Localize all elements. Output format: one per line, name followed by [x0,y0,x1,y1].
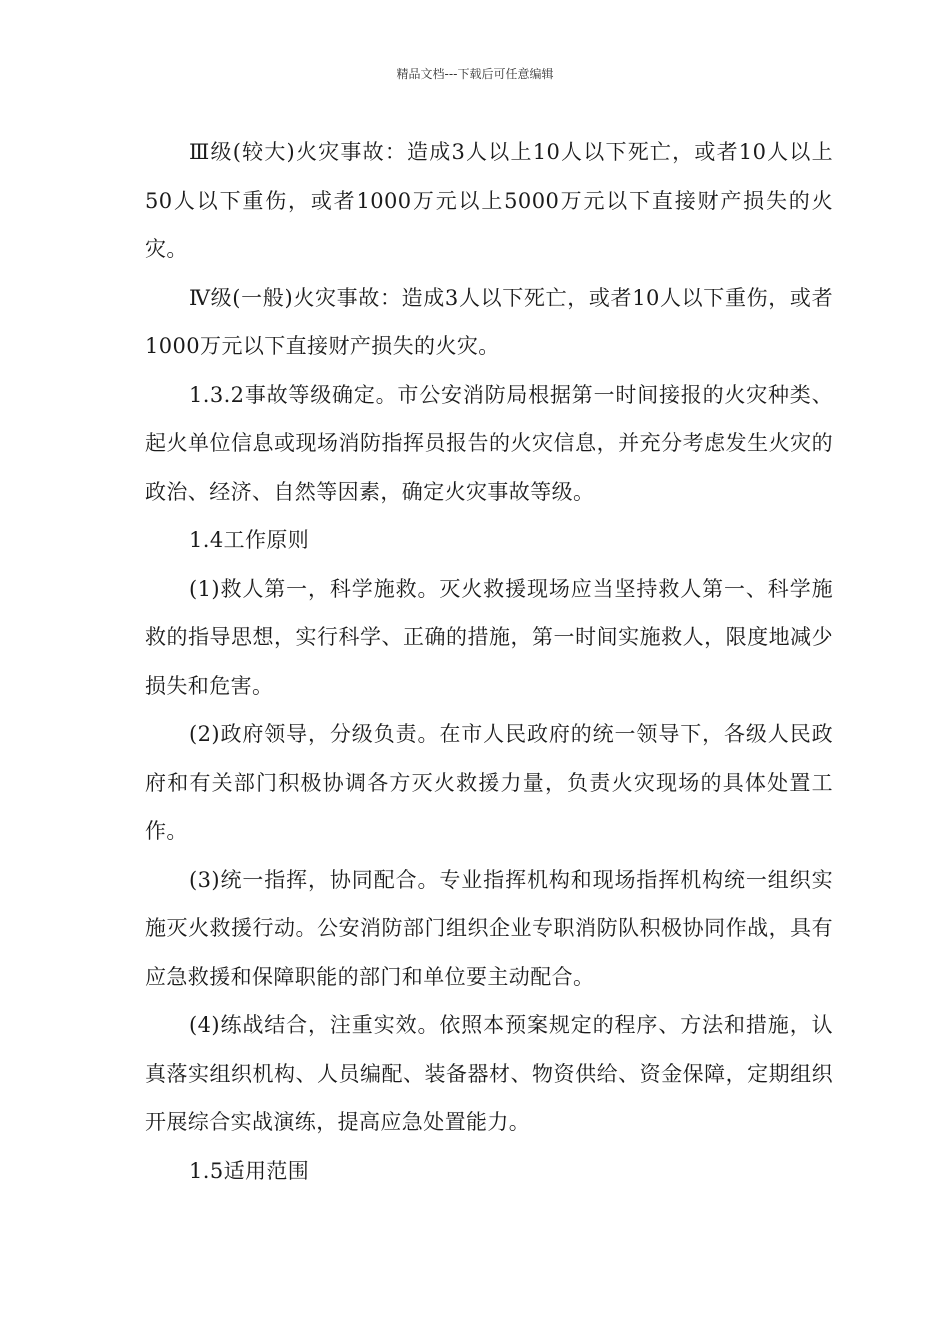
paragraph-level-4-fire: Ⅳ级(一般)火灾事故：造成3人以下死亡，或者10人以下重伤，或者1000万元以下直接财产损失的火灾。 [145,285,833,358]
paragraph-level-3-fire: Ⅲ级(较大)火灾事故：造成3人以上10人以下死亡，或者10人以上50人以下重伤，或者1000万元以上5000万元以下直接财产损失的火灾。 [145,140,833,261]
paragraph-principle-4: (4)练战结合，注重实效。依照本预案规定的程序、方法和措施，认真落实组织机构、人员编配、装备器材、物资供给、资金保障，定期组织开展综合实战演练，提高应急处置能力。 [145,1013,833,1134]
paragraph-grade-determination: 1.3.2事故等级确定。市公安消防局根据第一时间接报的火灾种类、起火单位信息或现场消防指挥员报告的火灾信息，并充分考虑发生火灾的政治、经济、自然等因素，确定火灾事故等级。 [145,382,833,504]
page-header: 精品文档---下载后可任意编辑 [396,67,554,81]
paragraph-principle-2: (2)政府领导，分级负责。在市人民政府的统一领导下，各级人民政府和有关部门积极协调各方灭火救援力量，负责火灾现场的具体处置工作。 [145,722,833,843]
paragraph-principle-1: (1)救人第一，科学施救。灭火救援现场应当坚持救人第一、科学施救的指导思想，实行科学、正确的措施，第一时间实施救人，限度地减少损失和危害。 [145,576,833,698]
section-heading-work-principles: 1.4工作原则 [189,528,310,552]
paragraph-principle-3: (3)统一指挥，协同配合。专业指挥机构和现场指挥机构统一组织实施灭火救援行动。公安消防部门组织企业专职消防队积极协同作战，具有应急救援和保障职能的部门和单位要主动配合。 [145,867,833,989]
document-body [145,128,833,1195]
section-heading-scope: 1.5适用范围 [189,1158,310,1183]
